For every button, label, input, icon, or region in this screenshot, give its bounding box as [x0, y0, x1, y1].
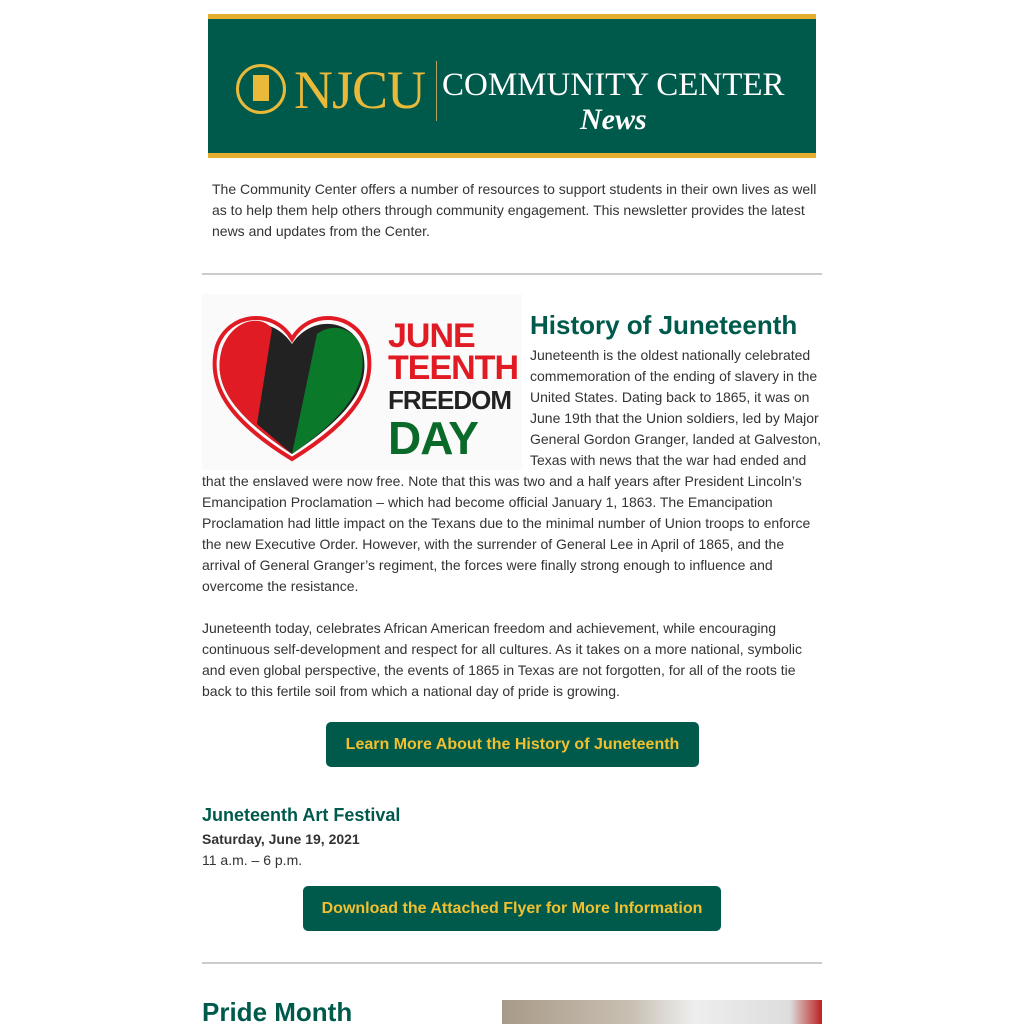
pride-image	[502, 1000, 822, 1024]
divider	[202, 962, 822, 964]
banner-subtitle: News	[580, 103, 647, 136]
learn-more-button[interactable]: Learn More About the History of Juneteenth	[326, 722, 699, 767]
event-date: Saturday, June 19, 2021	[202, 831, 360, 847]
section-title: Pride Month	[202, 997, 353, 1027]
logo: NJCU	[294, 60, 426, 120]
paragraph: Juneteenth is the oldest nationally celebrated commemoration of the ending of slavery in the United States. Dating back to 1865, it was on June 19th that the Union soldiers, led by Major General Gordon Granger, landed at Galveston, Texas with news that the war had ended and that the enslaved were now free. Note that this was two and a half years after President Lincoln’s Emancipation Proclamation – which had become official January 1, 1863. The Emancipation Proclamation had little impact on the Texans due to the minimal number of Union troops to enforce the new Executive Order. However, with the surrender of General Lee in April of 1865, and the arrival of General Granger’s regiment, the forces were finally strong enough to influence and overcome the resistance.	[202, 347, 822, 594]
juneteenth-image-text: JUNE TEENTH FREEDOM DAY	[388, 317, 518, 464]
banner-title: COMMUNITY CENTER	[442, 67, 785, 103]
divider	[202, 273, 822, 275]
event-time: 11 a.m. – 6 p.m.	[202, 852, 303, 868]
section-title: History of Juneteenth	[530, 310, 798, 340]
header-banner	[208, 14, 816, 158]
event-title: Juneteenth Art Festival	[202, 805, 401, 825]
intro-text: The Community Center offers a number of resources to support students in their own lives as well as to help them help others through community engagement. This newsletter provides the latest news and updates from the Center.	[212, 181, 817, 239]
divider	[436, 61, 437, 121]
download-flyer-button[interactable]: Download the Attached Flyer for More Information	[303, 886, 721, 931]
seal-icon	[236, 64, 286, 114]
paragraph: Juneteenth today, celebrates African American freedom and achievement, while encouraging continuous self-development and respect for all cultures. As it takes on a more national, symbolic and even global perspective, the events of 1865 in Texas are not forgotten, for all of the roots tie back to this fertile soil from which a national day of pride is growing.	[202, 620, 802, 699]
